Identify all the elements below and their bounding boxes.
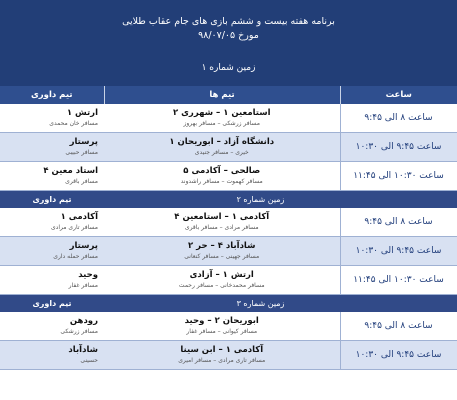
match-players: خیری – مسافر جنیدی — [194, 149, 249, 156]
document-header — [0, 0, 457, 86]
match-teams-cell — [104, 208, 340, 237]
match-row — [0, 104, 457, 133]
referee-team: آکادمی ۱ — [60, 212, 98, 222]
referee-team: رودهن — [69, 316, 98, 326]
field-3-label: زمین شماره ۳ — [104, 295, 457, 313]
match-time: ساعت ۹:۴۵ الی ۱۰:۳۰ — [340, 237, 457, 266]
match-players: مسافر زرشکی – مسافر بهروز — [183, 120, 260, 127]
match-teams-cell — [104, 104, 340, 133]
section-header-row — [0, 295, 457, 313]
match-time: ساعت ۸ الی ۹:۴۵ — [340, 104, 457, 133]
match-teams: دانشگاه آزاد – ابوریحان ۱ — [169, 137, 275, 147]
match-row — [0, 266, 457, 295]
match-players: مسافر تاری مرادی – مسافر امیری — [178, 357, 266, 364]
match-teams-cell — [104, 133, 340, 162]
referee-cell — [0, 162, 104, 191]
match-teams: استامعین ۱ – شهرری ۲ — [172, 108, 271, 118]
column-header-time: ساعت — [340, 86, 457, 104]
referee-names: مسافر باقری — [65, 178, 98, 185]
column-header-referee: تیم داوری — [0, 86, 104, 104]
match-teams: صالحی – آکادمی ۵ — [183, 166, 261, 176]
match-players: مسافر جهینی – مسافر کنعانی — [184, 253, 260, 260]
referee-team: استاد معین ۴ — [43, 166, 98, 176]
referee-cell — [0, 266, 104, 295]
match-row — [0, 312, 457, 341]
match-time: ساعت ۸ الی ۹:۴۵ — [340, 208, 457, 237]
referee-cell — [0, 208, 104, 237]
match-time: ساعت ۸ الی ۹:۴۵ — [340, 312, 457, 341]
match-row — [0, 162, 457, 191]
match-time: ساعت ۹:۴۵ الی ۱۰:۳۰ — [340, 133, 457, 162]
match-time: ساعت ۹:۴۵ الی ۱۰:۳۰ — [340, 341, 457, 370]
match-teams-cell — [104, 312, 340, 341]
column-header-row — [0, 86, 457, 104]
referee-names: مسافر خان محمدی — [49, 120, 98, 127]
section-referee-label: تیم داوری — [0, 191, 104, 209]
document-title: برنامه هفته بیست و ششم بازی های جام عقاب طلایی — [122, 16, 335, 27]
field-1-label: زمین شماره ۱ — [201, 63, 256, 73]
referee-names: مسافر غفار — [68, 282, 98, 289]
match-row — [0, 237, 457, 266]
column-header-teams: تیم ها — [104, 86, 340, 104]
section-referee-label: تیم داوری — [0, 295, 104, 313]
referee-names: مسافر حمله داری — [53, 253, 98, 260]
match-players: مسافر کیوانی – مسافر غفار — [186, 328, 258, 335]
match-teams: ارتش ۱ – آزادی — [189, 270, 254, 280]
match-teams-cell — [104, 266, 340, 295]
match-teams: آکادمی ۱ – استامعین ۴ — [174, 212, 270, 222]
section-header-row — [0, 191, 457, 209]
match-time: ساعت ۱۰:۳۰ الی ۱۱:۴۵ — [340, 266, 457, 295]
match-teams-cell — [104, 237, 340, 266]
referee-cell — [0, 237, 104, 266]
referee-team: وحید — [78, 270, 98, 280]
field-2-label: زمین شماره ۲ — [104, 191, 457, 209]
document-date: مورخ ۹۸/۰۷/۰۵ — [198, 30, 259, 41]
match-time: ساعت ۱۰:۳۰ الی ۱۱:۴۵ — [340, 162, 457, 191]
schedule-table — [0, 86, 457, 370]
match-players: مسافر کهموت – مسافر راشدوند — [180, 178, 263, 185]
referee-team: پرستار — [69, 241, 98, 251]
match-teams: آکادمی ۱ – ابن سینا — [180, 345, 264, 355]
match-players: مسافر مرادی – مسافر باقری — [184, 224, 259, 231]
referee-names: مسافر زرشکی — [60, 328, 98, 335]
referee-cell — [0, 312, 104, 341]
referee-cell — [0, 133, 104, 162]
match-players: مسافر محمدخانی – مسافر رحمت — [178, 282, 265, 289]
referee-team: ارتش ۱ — [66, 108, 98, 118]
match-teams-cell — [104, 341, 340, 370]
referee-names: مسافر حبیبی — [65, 149, 98, 156]
referee-cell — [0, 104, 104, 133]
match-teams: شادآباد ۴ – حر ۲ — [188, 241, 256, 251]
match-row — [0, 341, 457, 370]
match-row — [0, 208, 457, 237]
referee-team: شادآباد — [68, 345, 98, 355]
referee-team: پرستار — [69, 137, 98, 147]
match-teams: ابوریحان ۲ – وحید — [184, 316, 259, 326]
match-row — [0, 133, 457, 162]
referee-cell — [0, 341, 104, 370]
referee-names: حسینی — [80, 357, 98, 364]
referee-names: مسافر تاری مرادی — [50, 224, 98, 231]
match-teams-cell — [104, 162, 340, 191]
